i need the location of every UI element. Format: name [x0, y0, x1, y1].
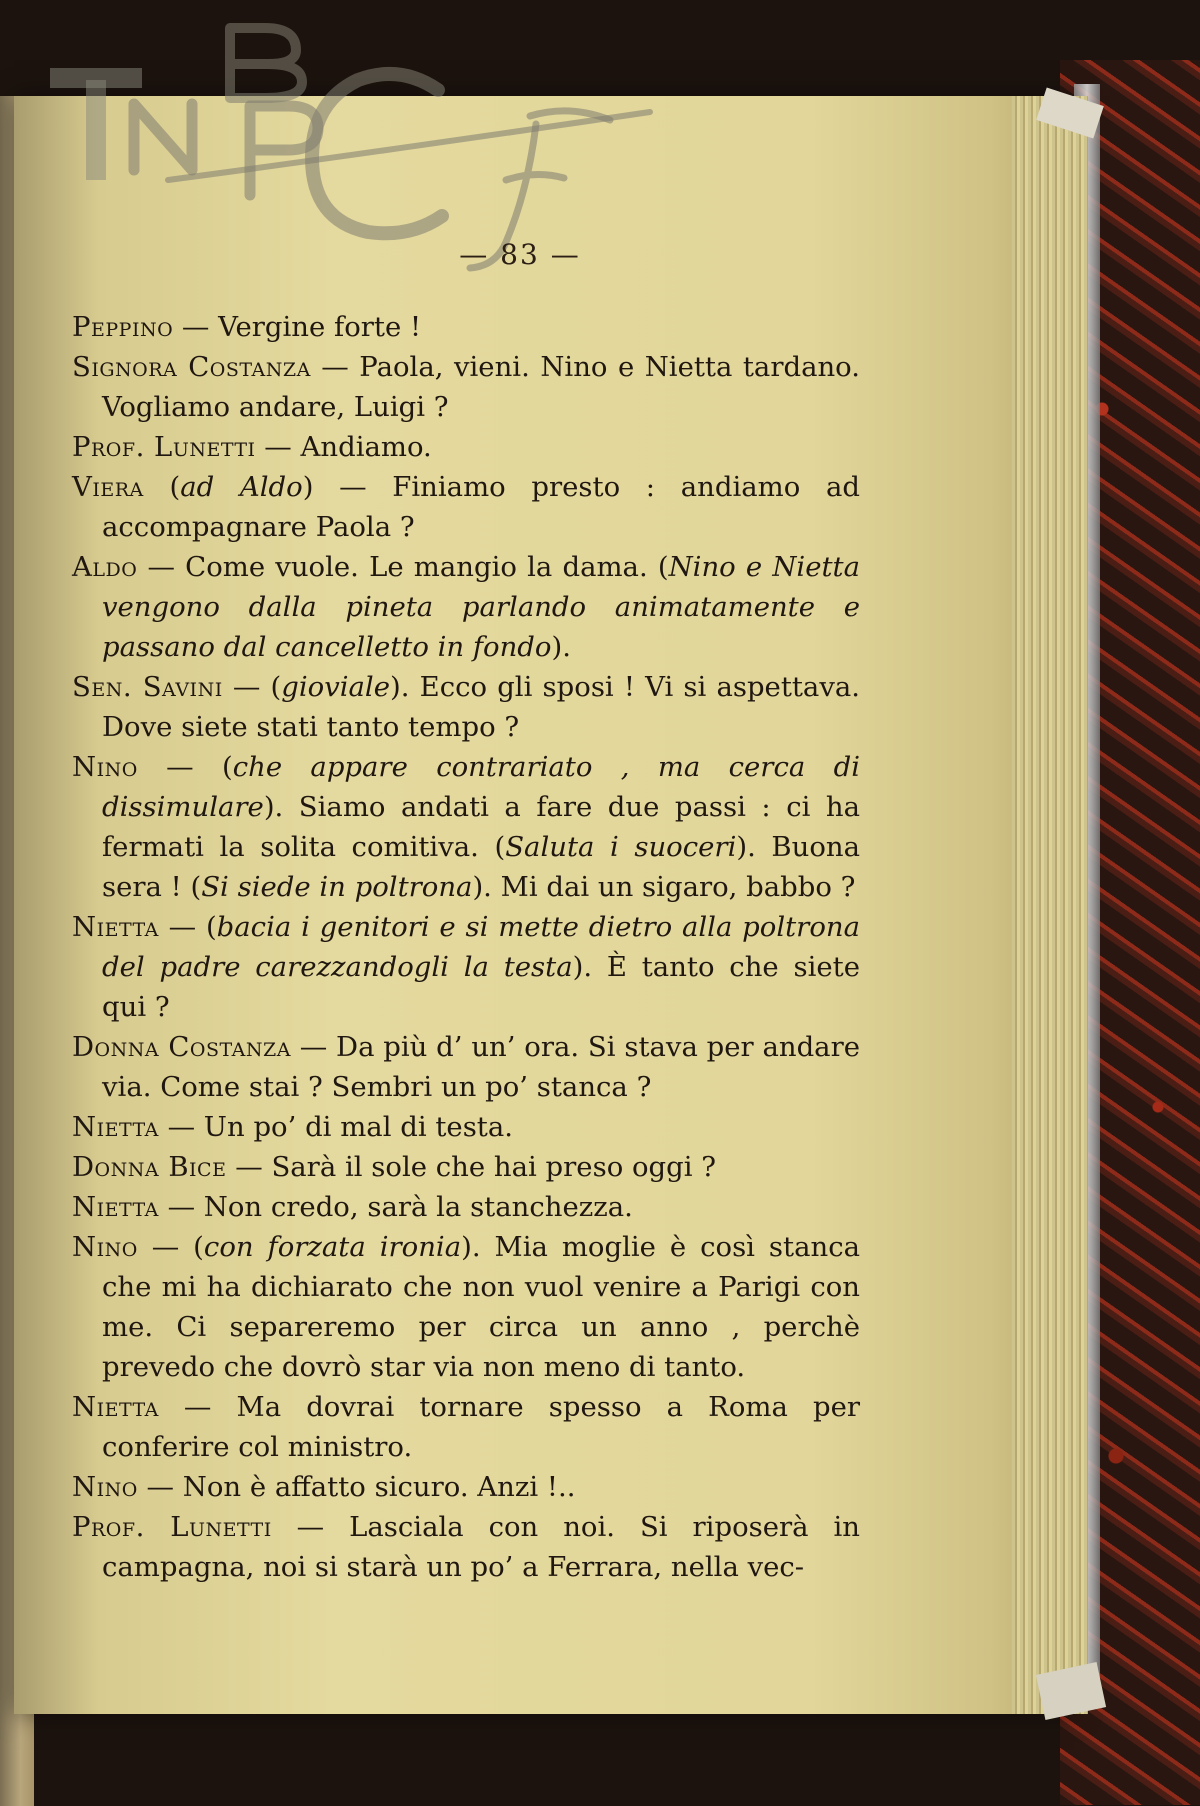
dialogue-text: — Non credo, sarà la stanchezza. [158, 1191, 633, 1223]
stage-direction: con forzata ironia [203, 1231, 462, 1263]
dialogue-paragraph [72, 547, 860, 667]
speaker-name: Nietta [72, 1391, 159, 1423]
dialogue-paragraph [72, 427, 860, 467]
dialogue-paragraph [72, 1387, 860, 1467]
speaker-name: Peppino [72, 311, 174, 343]
speaker-name: Prof. Lunetti [72, 431, 256, 463]
dialogue-text: — Ma dovrai tornare spesso a Roma per conferire col ministro. [102, 1391, 860, 1463]
stage-direction: Si siede in poltrona [201, 871, 473, 903]
dialogue-text: — Vergine forte ! [173, 311, 422, 343]
dialogue-text: ). Mi dai un sigaro, babbo ? [472, 871, 856, 903]
dialogue-text: ). Buona sera ! ( [102, 831, 861, 903]
speaker-name: Donna Costanza [72, 1031, 291, 1063]
speaker-name: Prof. Lunetti [72, 1511, 272, 1543]
dialogue-text: — Andiamo. [255, 431, 432, 463]
dialogue-text: ) — Finiamo presto : andiamo ad accompagnare Paola ? [102, 471, 860, 543]
stage-direction: che appare contrariato , ma cerca di dissimulare [102, 751, 860, 823]
dialogue-text: — ( [137, 751, 233, 783]
page-block-edges [1012, 96, 1088, 1714]
stage-direction: bacia i genitori e si mette dietro alla poltrona del padre carezzandogli la testa [102, 911, 860, 983]
speaker-name: Signora Costanza [72, 351, 311, 383]
speaker-name: Nino [72, 1231, 138, 1263]
dialogue-paragraph [72, 347, 860, 427]
dialogue-text: — Come vuole. Le mangio la dama. ( [137, 551, 669, 583]
dialogue-paragraph [72, 1107, 860, 1147]
dialogue-text: — ( [222, 671, 282, 703]
speaker-name: Nino [72, 751, 138, 783]
page-number: — 83 — [459, 238, 581, 271]
dialogue-paragraph [72, 1147, 860, 1187]
dialogue-text: — ( [158, 911, 217, 943]
page-text [72, 307, 860, 1587]
dialogue-paragraph [72, 1227, 860, 1387]
speaker-name: Sen. Savini [72, 671, 223, 703]
dialogue-paragraph [72, 467, 860, 547]
stage-direction: Nino e Nietta vengono dalla pineta parlando animatamente e passano dal cancelletto in fondo [102, 551, 860, 663]
speaker-name: Donna Bice [72, 1151, 227, 1183]
dialogue-text: — Lasciala con noi. Si riposerà in campagna, noi si starà un po’ a Ferrara, nella vec- [102, 1511, 861, 1583]
dialogue-paragraph [72, 747, 860, 907]
dialogue-paragraph [72, 1507, 860, 1587]
dialogue-paragraph [72, 1467, 860, 1507]
dialogue-text: ). Ecco gli sposi ! Vi si aspettava. Dove siete stati tanto tempo ? [102, 671, 860, 743]
dialogue-text: — Non è affatto sicuro. Anzi !.. [137, 1471, 576, 1503]
stage-direction: Saluta i suoceri [505, 831, 737, 863]
dialogue-paragraph [72, 667, 860, 747]
dialogue-text: ). Siamo andati a fare due passi : ci ha fermati la solita comitiva. ( [102, 791, 860, 863]
speaker-name: Viera [72, 471, 144, 503]
dialogue-text: ). [551, 631, 571, 663]
stage-direction: gioviale [281, 671, 390, 703]
dialogue-text: — ( [137, 1231, 204, 1263]
dialogue-text: — Sarà il sole che hai preso oggi ? [226, 1151, 717, 1183]
speaker-name: Nietta [72, 911, 159, 943]
dialogue-text: — Un po’ di mal di testa. [158, 1111, 513, 1143]
dialogue-paragraph [72, 907, 860, 1027]
speaker-name: Nietta [72, 1111, 159, 1143]
stage-direction: ad Aldo [180, 471, 303, 503]
dialogue-paragraph [72, 1027, 860, 1107]
speaker-name: Nietta [72, 1191, 159, 1223]
dialogue-paragraph [72, 307, 860, 347]
dialogue-paragraph [72, 1187, 860, 1227]
dialogue-text: ). È tanto che siete qui ? [102, 951, 860, 1023]
dialogue-text: ( [143, 471, 181, 503]
speaker-name: Nino [72, 1471, 138, 1503]
speaker-name: Aldo [72, 551, 138, 583]
dialogue-text: ). Mia moglie è così stanca che mi ha dichiarato che non vuol venire a Parigi con me. Ci separeremo per circa un anno , perchè prevedo che dovrò star via non meno di tanto. [102, 1231, 860, 1383]
dialogue-text: — Da più d’ un’ ora. Si stava per andare via. Come stai ? Sembri un po’ stanca ? [102, 1031, 860, 1103]
dialogue-text: — Paola, vieni. Nino e Nietta tardano. Vogliamo andare, Luigi ? [102, 351, 860, 423]
